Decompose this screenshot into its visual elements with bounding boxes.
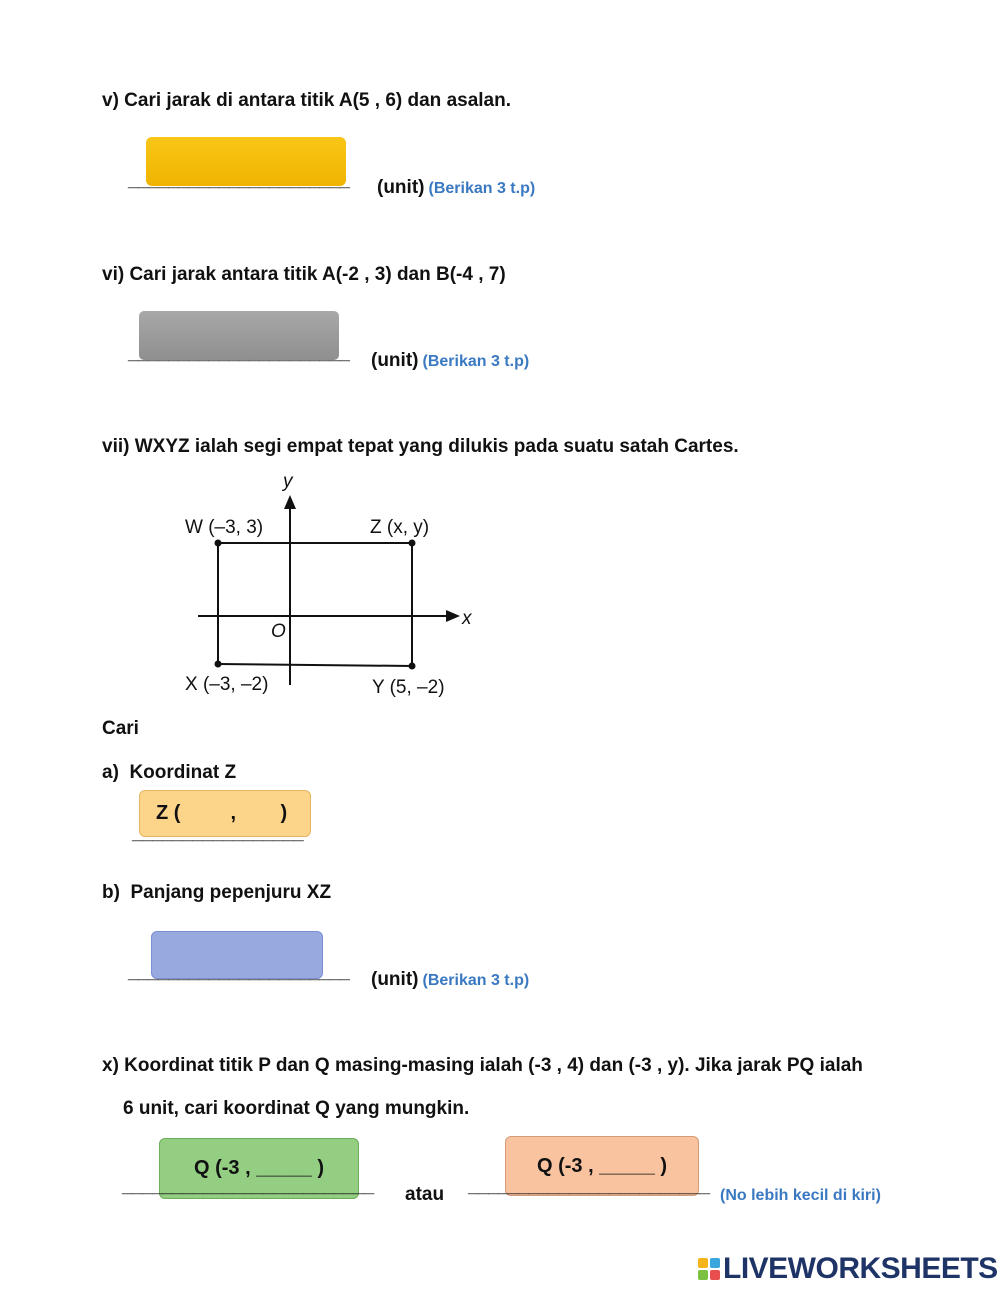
point-w [215,540,222,547]
origin-label: O [271,621,286,642]
atau-label: atau [405,1184,445,1205]
answer-line-xz: ______________________ [128,962,350,983]
unit-label: (unit) [371,969,419,990]
y-axis-arrow [284,495,296,509]
x-point-label: X (–3, –2) [185,674,269,695]
part-b-label: b) Panjang pepenjuru XZ [102,882,332,903]
x-axis-label: x [462,608,472,629]
y-point-label: Y (5, –2) [372,677,445,698]
hint-q5: (Berikan 3 t.p) [428,180,536,197]
unit-label: (unit) [377,177,425,198]
answer-box-z[interactable]: Z ( , ) [139,790,311,837]
hint-q6: (Berikan 3 t.p) [422,353,530,370]
point-y [409,663,416,670]
x-axis-arrow [446,610,460,622]
hint-xz: (Berikan 3 t.p) [422,972,530,989]
answer-line-q2: ________________________ [468,1176,710,1197]
w-label: W (–3, 3) [185,517,264,538]
point-x [215,661,222,668]
question-x-line2: 6 unit, cari koordinat Q yang mungkin. [123,1098,470,1119]
question-vi: vi) Cari jarak antara titik A(-2 , 3) dan B(-4 , 7) [102,264,506,285]
logo-icon [698,1258,720,1280]
hint-q10-wrap [720,1184,881,1206]
question-v: v) Cari jarak di antara titik A(5 , 6) dan asalan. [102,90,512,111]
unit-q5 [377,177,535,199]
liveworksheets-logo [698,1252,998,1286]
point-z [409,540,416,547]
question-x-line1: x) Koordinat titik P dan Q masing-masing ialah (-3 , 4) dan (-3 , y). Jika jarak PQ ialah [102,1055,863,1076]
answer-line-q6: ______________________ [128,343,350,364]
answer-line-q1: _________________________ [122,1176,374,1197]
unit-label: (unit) [371,350,419,371]
part-a-label: a) Koordinat Z [102,762,237,783]
side-xy [218,664,412,666]
cari-label: Cari [102,718,139,739]
answer-box-q2[interactable]: Q (-3 , _____ ) [505,1136,699,1196]
answer-box-q1[interactable]: Q (-3 , _____ ) [159,1138,359,1199]
z-label: Z (x, y) [370,517,430,538]
y-axis-label: y [283,471,293,492]
unit-xz [371,969,529,991]
cartesian-diagram [170,465,490,705]
answer-line-q5: ______________________ [128,170,350,191]
unit-q6 [371,350,529,372]
logo-text: LIVEWORKSHEETS [723,1252,998,1285]
question-vii: vii) WXYZ ialah segi empat tepat yang dilukis pada suatu satah Cartes. [102,436,739,457]
hint-q10: (No lebih kecil di kiri) [720,1187,881,1204]
answer-line-z: _________________ [132,823,304,844]
